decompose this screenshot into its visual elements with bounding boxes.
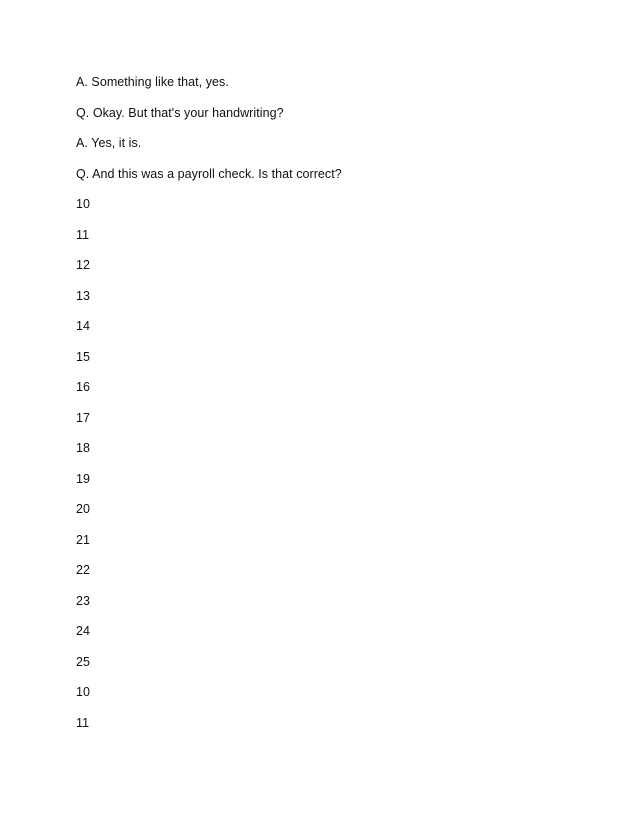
line-number: 12 (76, 258, 91, 272)
line-number: 24 (76, 624, 91, 638)
line-number: 25 (76, 654, 91, 669)
line-number: 18 (76, 441, 91, 455)
line-number: 11 (76, 715, 90, 730)
line-number: 15 (76, 349, 91, 364)
line-number: 23 (76, 593, 91, 608)
line-number: 22 (76, 563, 91, 577)
line-number: 10 (76, 685, 91, 699)
answer-line: A. Yes, it is. (76, 136, 142, 150)
question-line: Q. And this was a payroll check. Is that correct? (76, 166, 342, 181)
line-number: 11 (76, 227, 90, 242)
line-number: 10 (76, 197, 91, 211)
line-number: 13 (76, 288, 91, 303)
line-number: 21 (76, 532, 91, 547)
answer-line: A. Something like that, yes. (76, 75, 229, 89)
line-number: 20 (76, 502, 91, 516)
line-number: 19 (76, 471, 91, 486)
question-line: Q. Okay. But that's your handwriting? (76, 105, 284, 120)
line-number: 14 (76, 319, 91, 333)
line-number: 16 (76, 380, 91, 394)
transcript-lines (76, 72, 342, 743)
line-number: 17 (76, 410, 91, 425)
